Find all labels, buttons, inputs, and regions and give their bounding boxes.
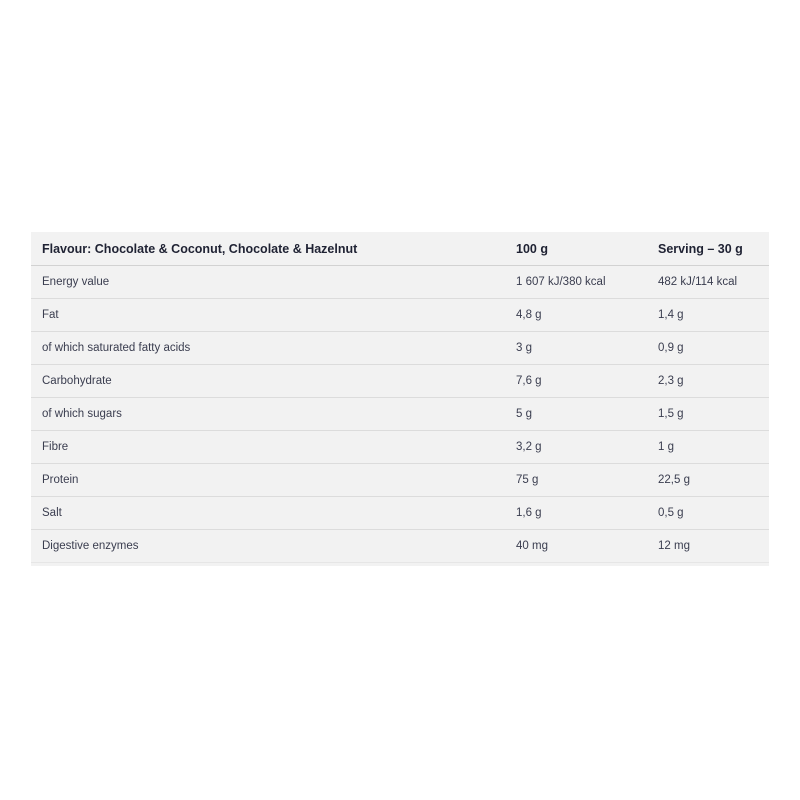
value-per-serving: 1,5 g bbox=[658, 408, 684, 420]
nutrition-table bbox=[31, 232, 769, 566]
table-row bbox=[31, 365, 769, 398]
header-per-100g: 100 g bbox=[516, 241, 548, 256]
value-per-100g: 1,6 g bbox=[516, 507, 542, 519]
value-per-serving: 12 mg bbox=[658, 540, 690, 552]
value-per-100g: 3,2 g bbox=[516, 441, 542, 453]
value-per-serving: 482 kJ/114 kcal bbox=[658, 276, 738, 288]
nutrient-name: Fat bbox=[42, 309, 59, 321]
value-per-serving: 2,3 g bbox=[658, 375, 684, 387]
nutrient-name: Salt bbox=[42, 507, 62, 519]
nutrient-name: Carbohydrate bbox=[42, 375, 112, 387]
table-row bbox=[31, 530, 769, 563]
table-row bbox=[31, 332, 769, 365]
table-row bbox=[31, 464, 769, 497]
value-per-100g: 5 g bbox=[516, 408, 532, 420]
header-per-serving: Serving – 30 g bbox=[658, 241, 743, 256]
table-row bbox=[31, 266, 769, 299]
value-per-100g: 3 g bbox=[516, 342, 532, 354]
table-row bbox=[31, 299, 769, 332]
nutrient-name: of which saturated fatty acids bbox=[42, 342, 191, 354]
table-row bbox=[31, 431, 769, 464]
nutrient-name: of which sugars bbox=[42, 408, 122, 420]
nutrient-name: Energy value bbox=[42, 276, 110, 288]
value-per-100g: 4,8 g bbox=[516, 309, 542, 321]
header-flavour: Flavour: Chocolate & Coconut, Chocolate & Hazelnut bbox=[42, 241, 358, 256]
value-per-100g: 75 g bbox=[516, 474, 539, 486]
nutrient-name: Fibre bbox=[42, 441, 69, 453]
value-per-100g: 1 607 kJ/380 kcal bbox=[516, 276, 606, 288]
table-header-row bbox=[31, 232, 769, 266]
table-row bbox=[31, 398, 769, 431]
nutrient-name: Protein bbox=[42, 474, 79, 486]
value-per-100g: 7,6 g bbox=[516, 375, 542, 387]
value-per-serving: 1 g bbox=[658, 441, 674, 453]
value-per-serving: 0,5 g bbox=[658, 507, 684, 519]
nutrient-name: Digestive enzymes bbox=[42, 540, 139, 552]
value-per-serving: 22,5 g bbox=[658, 474, 690, 486]
value-per-serving: 1,4 g bbox=[658, 309, 684, 321]
value-per-serving: 0,9 g bbox=[658, 342, 684, 354]
value-per-100g: 40 mg bbox=[516, 540, 548, 552]
table-row bbox=[31, 497, 769, 530]
